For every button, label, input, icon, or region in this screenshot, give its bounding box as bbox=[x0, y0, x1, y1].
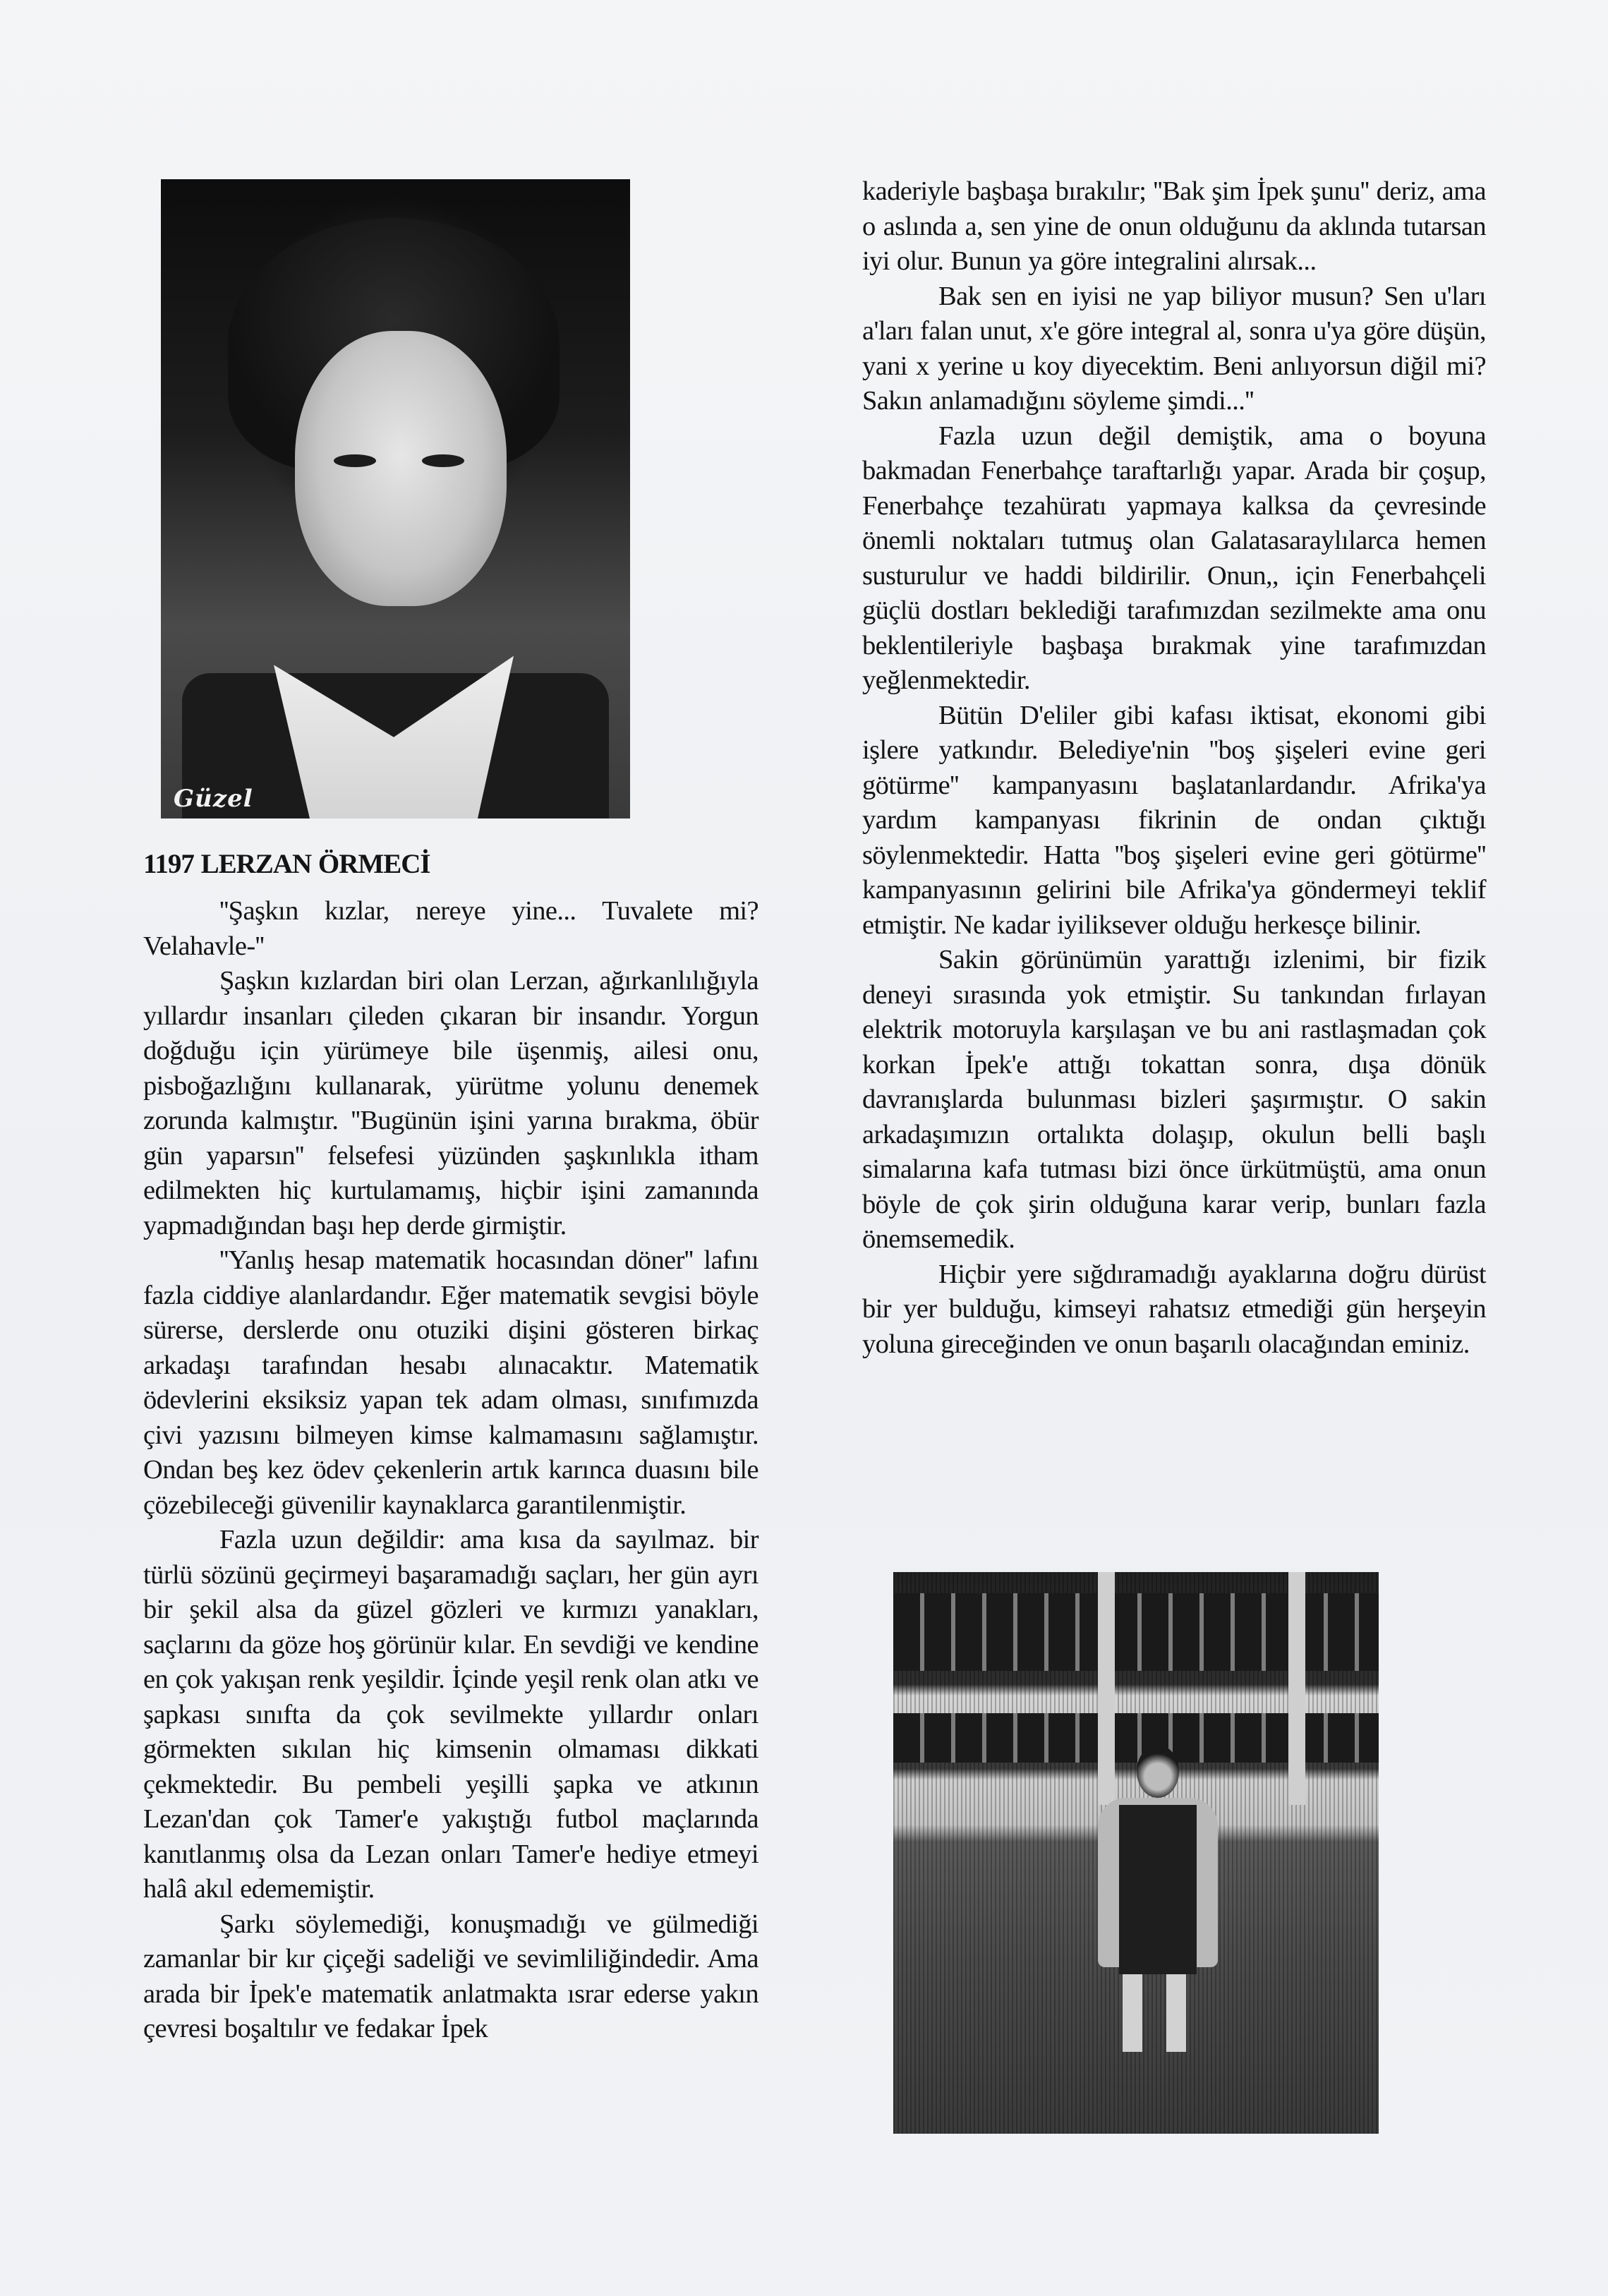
left-column bbox=[143, 847, 758, 2047]
paragraph: kaderiyle başbaşa bırakılır; ''Bak şim İpek şunu'' deriz, ama o aslında a, sen yine de onun olduğunu da aklında tutarsan iyi olur. Bunun ya göre integralini alırsak... bbox=[862, 176, 1486, 276]
paragraph: Bak sen en iyisi ne yap biliyor musun? Sen u'ları a'ları falan unut, x'e göre integral al, sonra u'ya göre düşün, yani x yerine u koy diyecektim. Beni anlıyorsun diğil mi? Sakın anlamadığını söyleme şimdi...'' bbox=[862, 281, 1486, 416]
portrait-photo bbox=[161, 179, 630, 818]
paragraph: Fazla uzun değil demiştik, ama o boyuna bakmadan Fenerbahçe taraftarlığı yapar. Arada bir çoşup, Fenerbahçe tezahüratı yapmaya kalksa da çevresinde önemli noktaları tutmuş olan Galatasaraylılarca hemen susturulur ve haddi bildirilir. Onun,, için Fenerbahçeli güçlü dostları beklediği tarafımızdan sezilmekte ama onu beklentileriyle başbaşa bırakmak yine tarafımızdan yeğlenmektedir. bbox=[862, 421, 1486, 695]
portrait-eye-right bbox=[422, 454, 464, 467]
paragraph: Şaşkın kızlardan biri olan Lerzan, ağırkanlılığıyla yıllardır insanları çileden çıkaran bir insandır. Yorgun doğduğu için yürümeye bile üşenmiş, ailesi onu, pisboğazlığını kullanarak, yürütme yolunu denemek zorunda kalmıştır. ''Bugünün işini yarına bırakma, öbür gün yaparsın'' felsefesi yüzünden şaşkınlıkla itham edilmekten hiç kurtulamamış, hiçbir işini zamanında yapmadığından başı hep derde girmiştir. bbox=[143, 966, 758, 1240]
student-figure-legs bbox=[1123, 1974, 1193, 2052]
building-pillar bbox=[1288, 1572, 1305, 1805]
paragraph: Hiçbir yere sığdıramadığı ayaklarına doğru dürüst bir yer bulduğu, kimseyi rahatsız etmediği gün herşeyin yoluna gireceğinden ve onun başarılı olacağından eminiz. bbox=[862, 1259, 1486, 1359]
photographer-signature: Güzel bbox=[174, 785, 253, 813]
upper-windows bbox=[893, 1593, 1379, 1671]
paragraph: Bütün D'eliler gibi kafası iktisat, ekonomi gibi işlere yatkındır. Belediye'nin ''boş şişeleri evine geri götürme'' kampanyasını başlatanlardandır. Afrika'ya yardım kampanyası fikrinin de ondan çıktığı söylenmektedir. Hatta ''boş şişeleri evine geri götürme'' kampanyasının gelirini bile Afrika'ya göndermeyi teklif etmiştir. Ne kadar iyiliksever olduğu herkesçe bilinir. bbox=[862, 700, 1486, 940]
student-figure-dress bbox=[1119, 1805, 1197, 1974]
paragraph: Fazla uzun değildir: ama kısa da sayılmaz. bir türlü sözünü geçirmeyi başaramadığı saçları, her gün ayrı bir şekil alsa da güzel gözleri ve kırmızı yanakları, saçlarını da göze hoş görünür kılar. En sevdiği ve kendine en çok yakışan renk yeşildir. İçinde yeşil renk olan atkı ve şapkası sınıfta da çok sevilmekte yıllardır onları görmekten sıkılan hiç kimsenin olmaması dikkati çekmektedir. Bu pembeli yeşilli şapka ve atkının Lezan'dan çok Tamer'e yakıştığı futbol maçlarında kanıtlanmış olsa da Lezan onları Tamer'e hediye etmeyi halâ akıl edememiştir. bbox=[143, 1525, 758, 1904]
right-column bbox=[862, 174, 1486, 1362]
portrait-face bbox=[295, 331, 507, 606]
paragraph: ''Yanlış hesap matematik hocasından döner'' lafını fazla ciddiye alanlardandır. Eğer matematik sevgisi böyle sürerse, derslerde onu otuziki dişini gösteren birkaç arkadaşı tarafından hesabı alınacaktır. Matematik ödevlerini eksiksiz yapan tek adam olması, sınıfımızda çivi yazısını bilmeyen kimse kalmamasını sağlamıştır. Ondan beş kez ödev çekenlerin artık karınca duasını bile çözebileceği güvenilir kaynaklarca garantilenmiştir. bbox=[143, 1245, 758, 1520]
student-heading: 1197 LERZAN ÖRMECİ bbox=[143, 849, 430, 879]
lower-windows bbox=[893, 1713, 1379, 1763]
building-pillar bbox=[1098, 1572, 1115, 1805]
paragraph: Sakin görünümün yarattığı izlenimi, bir fizik deneyi sırasında yok etmiştir. Su tankından fırlayan elektrik motoruyla karşılaşan ve bu ani rastlaşmadan çok korkan İpek'e attığı tokattan sonra, dışa dönük davranışlarda bulunması bizleri şaşırmıştır. O sakin arkadaşımızın ortalıkta dolaşıp, okulun belli başlı simalarına kafa tutması bizi önce ürkütmüştü, ama onun böyle de çok şirin olduğuna karar verip, bunları fazla önemsemedik. bbox=[862, 945, 1486, 1254]
paragraph: Şarkı söylemediği, konuşmadığı ve gülmediği zamanlar bir kır çiçeği sadeliği ve sevimliliğindedir. Ama arada bir İpek'e matematik anlatmakta ısrar ederse yakın çevresi boşaltılır ve fedakar İpek bbox=[143, 1909, 758, 2043]
student-figure-head bbox=[1137, 1745, 1179, 1798]
portrait-eye-left bbox=[334, 454, 376, 467]
paragraph: ''Şaşkın kızlar, nereye yine... Tuvalete mi? Velahavle-'' bbox=[143, 896, 758, 961]
schoolyard-photo bbox=[893, 1572, 1379, 2134]
